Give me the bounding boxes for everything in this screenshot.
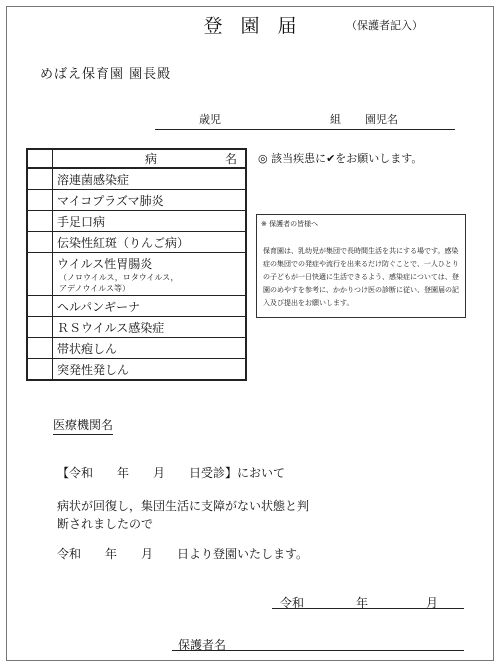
table-row (27, 232, 246, 253)
checkbox-cell[interactable] (27, 232, 53, 253)
header-left: 病 (145, 152, 158, 166)
addressee: めばえ保育園 園長殿 (40, 67, 172, 82)
guardian-label: 保護者名 (178, 638, 227, 652)
child-name-label: 園児名 (365, 113, 398, 126)
table-row (27, 211, 246, 232)
table-row (27, 359, 246, 381)
checkbox-cell[interactable] (27, 190, 53, 211)
attend-line: 令和 年 月 日より登園いたします。 (57, 547, 309, 561)
disease-header (53, 149, 247, 168)
disease-name: マイコプラズマ肺炎 (53, 190, 247, 211)
checkbox-cell[interactable] (27, 317, 53, 338)
table-row (27, 296, 246, 317)
form-subtitle: （保護者記入） (346, 19, 423, 32)
table-row (27, 168, 246, 190)
visit-line: 【令和 年 月 日受診】において (57, 466, 286, 480)
form-title: 登園届 (203, 15, 315, 37)
checkbox-cell[interactable] (27, 338, 53, 359)
disease-note: （ノロウイルス，ロタウイルス， (59, 272, 179, 282)
date-year: 年 (356, 596, 369, 610)
disease-name: 伝染性紅斑（りんご病） (53, 232, 247, 253)
checkbox-cell[interactable] (27, 296, 53, 317)
checkbox-cell[interactable] (27, 168, 53, 190)
disease-name: ヘルパンギーナ (53, 296, 247, 317)
disease-name: 帯状疱しん (53, 338, 247, 359)
disease-name: ＲＳウイルス感染症 (53, 317, 247, 338)
disease-note: アデノウイルス等） (59, 283, 130, 293)
recovery-line-1: 病状が回復し，集団生活に支障がない状態と判 (57, 499, 310, 513)
table-row (27, 338, 246, 359)
checkbox-cell[interactable] (27, 359, 53, 381)
table-row (27, 253, 246, 296)
disease-name-cell (53, 253, 247, 296)
notice-box (256, 214, 466, 318)
disease-name: 溶連菌感染症 (53, 168, 247, 190)
notice-heading: ※ 保護者の皆様へ (261, 220, 319, 228)
disease-table (26, 148, 247, 381)
table-row (27, 317, 246, 338)
disease-name: 手足口病 (53, 211, 247, 232)
date-era: 令和 (280, 596, 305, 610)
checkbox-cell[interactable] (27, 211, 53, 232)
notice-body: 保育園は、乳幼児が集団で長時間生活を共にする場です。感染症の集団での発症や流行を出来るだけ防ぐことで、一人ひとりの子どもが一日快適に生活できるよう、感染症については、登園のめやすを参考に、かかりつけ医の診断に従い、登園届の記入及び提出をお願いします。 (263, 247, 459, 307)
institution-label: 医療機関名 (53, 416, 113, 435)
header-right: 名 (224, 152, 237, 166)
disease-name: 突発性発しん (53, 359, 247, 381)
checkbox-cell[interactable] (27, 253, 53, 296)
date-month: 月 (426, 596, 439, 610)
class-label: 組 (330, 113, 341, 126)
check-header (27, 149, 53, 168)
age-label: 歳児 (199, 113, 221, 126)
table-row (27, 190, 246, 211)
disease-name: ウイルス性胃腸炎 (57, 256, 153, 271)
check-instruction: ◎ 該当疾患に✔をお願いします。 (258, 152, 423, 165)
recovery-line-2: 断されましたので (57, 517, 154, 531)
